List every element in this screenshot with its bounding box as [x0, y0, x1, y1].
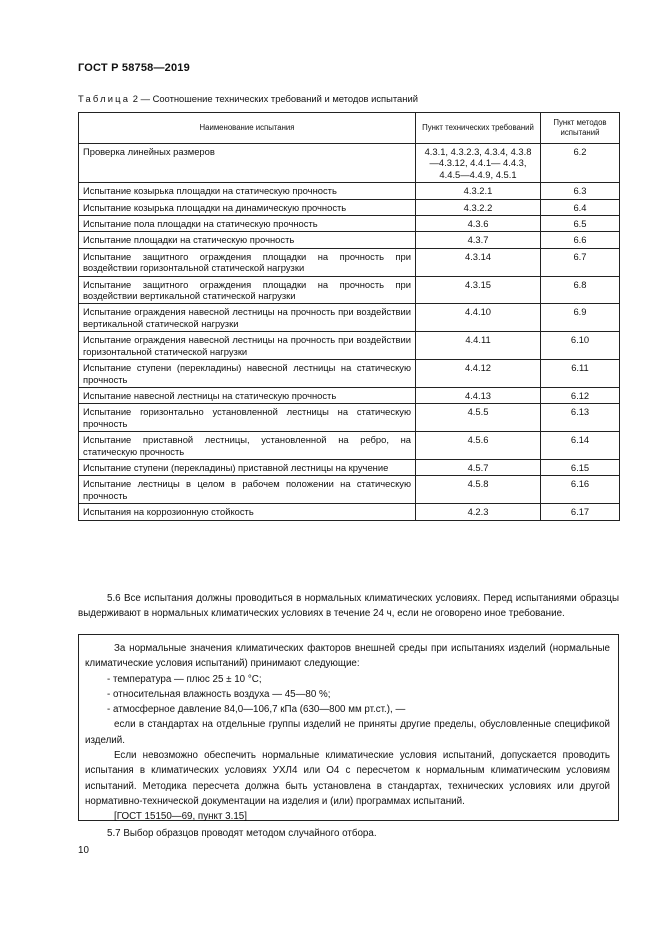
- header-test-name: Наименование испытания: [79, 113, 416, 144]
- bullet-temperature: - температура — плюс 25 ± 10 °С;: [107, 673, 262, 685]
- box-paragraph-2: Если невозможно обеспечить нормальные климатические условия испытаний, допускается проводить испытания в климатических условиях УХЛ4 или О4 с пересчетом к нормальным климатическим условиям испытаний. Методика пересчета должна быть установлена в стандартах, технических условиях или другой нормативно-технической документации на изделия и (или) программах испытаний.: [85, 750, 610, 807]
- header-requirement-clause: Пункт технических требований: [416, 113, 541, 144]
- row-requirement-clause: 4.4.11: [416, 332, 541, 360]
- row-test-name: Проверка линейных размеров: [79, 144, 416, 183]
- table-row: [79, 332, 620, 360]
- row-test-name: Испытание ступени (перекладины) навесной лестницы на статическую прочность: [79, 360, 416, 388]
- requirements-table: [78, 112, 620, 521]
- row-test-name: Испытание лестницы в целом в рабочем положении на статическую прочность: [79, 476, 416, 504]
- table-row: [79, 276, 620, 304]
- table-row: [79, 360, 620, 388]
- box-reference: [ГОСТ 15150—69, пункт 3.15]: [114, 811, 247, 823]
- row-method-clause: 6.17: [541, 504, 620, 520]
- table-row: [79, 232, 620, 248]
- table-caption-title: 2 — Соотношение технических требований и методов испытаний: [130, 93, 418, 104]
- bullet-humidity: - относительная влажность воздуха — 45—80 %;: [107, 688, 331, 700]
- row-requirement-clause: 4.3.1, 4.3.2.3, 4.3.4, 4.3.8—4.3.12, 4.4.1— 4.4.3, 4.4.5—4.4.9, 4.5.1: [416, 144, 541, 183]
- row-test-name: Испытание ступени (перекладины) приставной лестницы на кручение: [79, 459, 416, 475]
- row-test-name: Испытание ограждения навесной лестницы на прочность при воздействии горизонтальной статической нагрузки: [79, 332, 416, 360]
- row-test-name: Испытание ограждения навесной лестницы на прочность при воздействии вертикальной статической нагрузки: [79, 304, 416, 332]
- row-method-clause: 6.11: [541, 360, 620, 388]
- row-method-clause: 6.2: [541, 144, 620, 183]
- bullet-pressure: - атмосферное давление 84,0—106,7 кПа (630—800 мм рт.ст.), —: [107, 704, 406, 716]
- row-requirement-clause: 4.5.7: [416, 459, 541, 475]
- table-header-row: [79, 113, 620, 144]
- row-test-name: Испытание приставной лестницы, установленной на ребро, на статическую прочность: [79, 432, 416, 460]
- row-requirement-clause: 4.5.5: [416, 404, 541, 432]
- row-method-clause: 6.14: [541, 432, 620, 460]
- table-row: [79, 504, 620, 520]
- box-intro: За нормальные значения климатических факторов внешней среды при испытаниях изделий (нормальные климатические условия испытаний) принимают следующие:: [85, 643, 610, 670]
- table-row: [79, 304, 620, 332]
- page-number: 10: [78, 845, 89, 856]
- row-test-name: Испытание защитного ограждения площадки на прочность при воздействии вертикальной статической нагрузки: [79, 276, 416, 304]
- document-header: ГОСТ Р 58758—2019: [78, 62, 190, 74]
- row-method-clause: 6.8: [541, 276, 620, 304]
- table-row: [79, 144, 620, 183]
- row-method-clause: 6.13: [541, 404, 620, 432]
- row-requirement-clause: 4.5.8: [416, 476, 541, 504]
- table-row: [79, 199, 620, 215]
- row-method-clause: 6.7: [541, 248, 620, 276]
- row-test-name: Испытание защитного ограждения площадки на прочность при воздействии горизонтальной статической нагрузки: [79, 248, 416, 276]
- row-method-clause: 6.6: [541, 232, 620, 248]
- row-requirement-clause: 4.4.12: [416, 360, 541, 388]
- row-test-name: Испытание козырька площадки на динамическую прочность: [79, 199, 416, 215]
- row-test-name: Испытание навесной лестницы на статическую прочность: [79, 387, 416, 403]
- section-5-7: 5.7 Выбор образцов проводят методом случайного отбора.: [107, 828, 377, 839]
- row-test-name: Испытание горизонтально установленной лестницы на статическую прочность: [79, 404, 416, 432]
- row-method-clause: 6.16: [541, 476, 620, 504]
- row-test-name: Испытания на коррозионную стойкость: [79, 504, 416, 520]
- table-row: [79, 459, 620, 475]
- row-requirement-clause: 4.3.7: [416, 232, 541, 248]
- row-requirement-clause: 4.4.13: [416, 387, 541, 403]
- table-row: [79, 432, 620, 460]
- table-caption: [78, 93, 418, 104]
- row-requirement-clause: 4.3.15: [416, 276, 541, 304]
- row-method-clause: 6.3: [541, 183, 620, 199]
- row-test-name: Испытание пола площадки на статическую прочность: [79, 216, 416, 232]
- quote-box: [78, 634, 619, 821]
- table-row: [79, 248, 620, 276]
- table-row: [79, 404, 620, 432]
- row-requirement-clause: 4.3.2.1: [416, 183, 541, 199]
- table-row: [79, 387, 620, 403]
- row-method-clause: 6.5: [541, 216, 620, 232]
- row-method-clause: 6.10: [541, 332, 620, 360]
- row-test-name: Испытание козырька площадки на статическую прочность: [79, 183, 416, 199]
- row-requirement-clause: 4.3.2.2: [416, 199, 541, 215]
- header-method-clause: Пункт методов испытаний: [541, 113, 620, 144]
- table-row: [79, 476, 620, 504]
- row-test-name: Испытание площадки на статическую прочность: [79, 232, 416, 248]
- section-5-6: 5.6 Все испытания должны проводиться в нормальных климатических условиях. Перед испытаниями образцы выдерживают в нормальных климатических условиях в течение 24 ч, если не оговорено иное требование.: [78, 593, 619, 620]
- table-row: [79, 183, 620, 199]
- row-requirement-clause: 4.3.6: [416, 216, 541, 232]
- table-row: [79, 216, 620, 232]
- row-method-clause: 6.12: [541, 387, 620, 403]
- row-requirement-clause: 4.2.3: [416, 504, 541, 520]
- row-method-clause: 6.9: [541, 304, 620, 332]
- table-caption-label: Таблица: [78, 93, 131, 104]
- row-method-clause: 6.15: [541, 459, 620, 475]
- row-requirement-clause: 4.4.10: [416, 304, 541, 332]
- row-method-clause: 6.4: [541, 199, 620, 215]
- row-requirement-clause: 4.5.6: [416, 432, 541, 460]
- row-requirement-clause: 4.3.14: [416, 248, 541, 276]
- box-after-bullets: если в стандартах на отдельные группы изделий не приняты другие пределы, обусловленные спецификой изделий.: [85, 719, 610, 746]
